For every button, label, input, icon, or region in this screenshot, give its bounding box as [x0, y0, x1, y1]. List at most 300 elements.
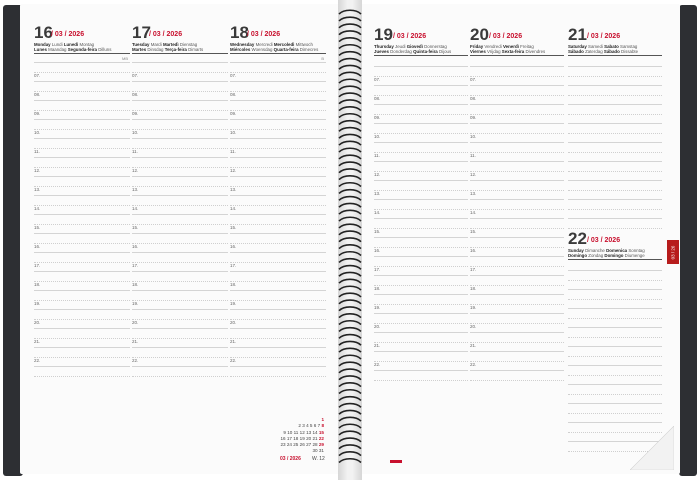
- half-hour-line[interactable]: [374, 152, 468, 153]
- half-hour-line[interactable]: [230, 110, 326, 111]
- mini-calendar-day[interactable]: 31: [318, 448, 324, 454]
- half-hour-line[interactable]: [230, 357, 326, 358]
- half-hour-line[interactable]: [34, 91, 130, 92]
- mini-calendar-day[interactable]: 6: [313, 423, 317, 429]
- time-line[interactable]: [568, 123, 662, 124]
- mini-calendar-day[interactable]: 11: [293, 429, 299, 435]
- hour-label: 19.: [374, 304, 381, 310]
- half-hour-line[interactable]: [374, 342, 468, 343]
- time-line[interactable]: [470, 237, 564, 238]
- time-line[interactable]: [34, 290, 130, 291]
- time-line[interactable]: [470, 256, 564, 257]
- time-line[interactable]: [374, 85, 468, 86]
- time-line[interactable]: [470, 199, 564, 200]
- half-hour-line[interactable]: [34, 243, 130, 244]
- time-line[interactable]: [374, 104, 468, 105]
- half-hour-line[interactable]: [470, 380, 564, 381]
- mini-calendar-day[interactable]: 2: [298, 423, 301, 429]
- time-line[interactable]: [470, 104, 564, 105]
- time-line[interactable]: [470, 370, 564, 371]
- half-hour-line[interactable]: [568, 95, 662, 96]
- time-line[interactable]: [230, 347, 326, 348]
- time-line[interactable]: [568, 270, 662, 271]
- half-hour-line[interactable]: [470, 285, 564, 286]
- mini-calendar-row: [280, 448, 324, 454]
- hour-label: 10.: [470, 133, 477, 139]
- half-hour-line[interactable]: [132, 338, 228, 339]
- mini-calendar-day[interactable]: 24: [286, 442, 292, 448]
- half-hour-line[interactable]: [132, 129, 228, 130]
- mini-calendar-day[interactable]: 4: [306, 423, 309, 429]
- half-hour-line[interactable]: [230, 205, 326, 206]
- half-hour-line[interactable]: [34, 110, 130, 111]
- mini-calendar-day[interactable]: 30: [312, 448, 318, 454]
- time-line[interactable]: [374, 294, 468, 295]
- half-hour-line[interactable]: [230, 376, 326, 377]
- weekday-name: Jeudi: [395, 44, 406, 49]
- header-divider: [132, 53, 228, 54]
- half-hour-line[interactable]: [230, 224, 326, 225]
- half-hour-line[interactable]: [374, 209, 468, 210]
- time-line[interactable]: [568, 384, 662, 385]
- half-hour-line[interactable]: [34, 376, 130, 377]
- time-line[interactable]: [568, 346, 662, 347]
- half-hour-line[interactable]: [132, 91, 228, 92]
- mini-calendar-day[interactable]: 14: [312, 429, 318, 435]
- hour-label: 18.: [374, 285, 381, 291]
- half-hour-line[interactable]: [568, 190, 662, 191]
- time-line[interactable]: [34, 328, 130, 329]
- half-hour-line[interactable]: [470, 361, 564, 362]
- half-hour-line[interactable]: [374, 190, 468, 191]
- time-line[interactable]: [132, 100, 228, 101]
- time-line[interactable]: [34, 309, 130, 310]
- time-line[interactable]: [374, 275, 468, 276]
- weekday-name: Sunday: [568, 248, 584, 253]
- hour-label: 07.: [230, 72, 237, 78]
- mini-calendar-day[interactable]: 8: [321, 423, 324, 429]
- time-line[interactable]: [132, 214, 228, 215]
- time-line[interactable]: [132, 176, 228, 177]
- time-line[interactable]: [230, 195, 326, 196]
- half-hour-line[interactable]: [230, 243, 326, 244]
- time-line[interactable]: [470, 66, 564, 67]
- time-line[interactable]: [132, 195, 228, 196]
- half-hour-line[interactable]: [132, 281, 228, 282]
- hour-label: 19.: [470, 304, 477, 310]
- hour-label: 19.: [34, 300, 41, 306]
- spiral-ring: [339, 79, 361, 83]
- half-hour-line[interactable]: [374, 171, 468, 172]
- time-line[interactable]: [230, 271, 326, 272]
- weekday-name: Sexta-feira: [501, 49, 525, 54]
- time-line[interactable]: [230, 309, 326, 310]
- half-hour-line[interactable]: [568, 133, 662, 134]
- half-hour-line[interactable]: [230, 186, 326, 187]
- half-hour-line[interactable]: [34, 129, 130, 130]
- half-hour-line[interactable]: [374, 133, 468, 134]
- time-line[interactable]: [470, 313, 564, 314]
- hour-label: 21.: [132, 338, 139, 344]
- half-hour-line[interactable]: [132, 243, 228, 244]
- half-hour-line[interactable]: [34, 281, 130, 282]
- half-hour-line[interactable]: [230, 262, 326, 263]
- half-hour-line[interactable]: [568, 375, 662, 376]
- half-hour-line[interactable]: [230, 72, 326, 73]
- half-hour-line[interactable]: [470, 228, 564, 229]
- time-line[interactable]: [34, 233, 130, 234]
- mini-calendar-day[interactable]: 9: [283, 429, 286, 435]
- time-line[interactable]: [34, 176, 130, 177]
- half-hour-line[interactable]: [132, 300, 228, 301]
- time-line[interactable]: [34, 347, 130, 348]
- time-line[interactable]: [374, 199, 468, 200]
- hour-label: 12.: [374, 171, 381, 177]
- time-line[interactable]: [230, 366, 326, 367]
- time-line[interactable]: [374, 142, 468, 143]
- spiral-ring: [339, 397, 361, 401]
- half-hour-line[interactable]: [470, 209, 564, 210]
- half-hour-line[interactable]: [34, 205, 130, 206]
- hour-label: 11.: [132, 148, 138, 154]
- half-hour-line[interactable]: [470, 266, 564, 267]
- half-hour-line[interactable]: [470, 133, 564, 134]
- time-line[interactable]: [470, 85, 564, 86]
- time-line[interactable]: [568, 218, 662, 219]
- half-hour-line[interactable]: [34, 300, 130, 301]
- time-line[interactable]: [132, 290, 228, 291]
- half-hour-line[interactable]: [374, 114, 468, 115]
- mini-calendar-day[interactable]: 20: [306, 435, 312, 441]
- weekday-name: Jueves: [374, 49, 389, 54]
- hour-label: 17.: [34, 262, 41, 268]
- spiral-ring: [339, 259, 361, 263]
- weekday-name: Martedì: [162, 42, 179, 47]
- hour-label: 15.: [230, 224, 237, 230]
- time-line[interactable]: [230, 252, 326, 253]
- time-line[interactable]: [470, 294, 564, 295]
- mini-calendar-day[interactable]: 18: [293, 435, 299, 441]
- time-line[interactable]: [132, 328, 228, 329]
- mini-calendar-day[interactable]: 21: [312, 435, 318, 441]
- time-line[interactable]: [34, 157, 130, 158]
- half-hour-line[interactable]: [568, 171, 662, 172]
- time-line[interactable]: [470, 180, 564, 181]
- time-line[interactable]: [470, 161, 564, 162]
- time-line[interactable]: [374, 332, 468, 333]
- weekday-name: Dimecres: [299, 47, 319, 52]
- time-line[interactable]: [230, 176, 326, 177]
- time-line[interactable]: [374, 123, 468, 124]
- hour-label: 10.: [132, 129, 139, 135]
- weekday-name: Venerdì: [503, 44, 519, 49]
- day-header: [132, 24, 228, 54]
- mini-calendar-day[interactable]: 25: [293, 442, 299, 448]
- weekday-name: Donderdag: [390, 49, 412, 54]
- time-line[interactable]: [568, 180, 662, 181]
- half-hour-line[interactable]: [132, 205, 228, 206]
- time-line[interactable]: [374, 161, 468, 162]
- spiral-ring: [339, 134, 361, 138]
- mini-calendar-day[interactable]: 3: [302, 423, 305, 429]
- time-line[interactable]: [568, 161, 662, 162]
- half-hour-line[interactable]: [132, 262, 228, 263]
- weekday-names-row-2: [34, 47, 111, 52]
- time-line[interactable]: [374, 256, 468, 257]
- time-line[interactable]: [132, 347, 228, 348]
- time-line[interactable]: [132, 271, 228, 272]
- time-line[interactable]: [470, 123, 564, 124]
- mini-calendar-day[interactable]: 15: [318, 429, 324, 435]
- spiral-ring: [339, 190, 361, 194]
- time-line[interactable]: [568, 308, 662, 309]
- half-hour-line[interactable]: [470, 152, 564, 153]
- time-line[interactable]: [230, 119, 326, 120]
- half-hour-line[interactable]: [374, 76, 468, 77]
- time-line[interactable]: [230, 81, 326, 82]
- half-hour-line[interactable]: [230, 319, 326, 320]
- time-line[interactable]: [132, 233, 228, 234]
- half-hour-line[interactable]: [132, 110, 228, 111]
- time-line[interactable]: [34, 119, 130, 120]
- half-hour-line[interactable]: [470, 114, 564, 115]
- mini-calendar-day[interactable]: 23: [280, 442, 286, 448]
- time-line[interactable]: [34, 81, 130, 82]
- time-line[interactable]: [132, 366, 228, 367]
- half-hour-line[interactable]: [374, 266, 468, 267]
- half-hour-line[interactable]: [470, 342, 564, 343]
- time-line[interactable]: [374, 237, 468, 238]
- half-hour-line[interactable]: [34, 357, 130, 358]
- time-line[interactable]: [230, 100, 326, 101]
- half-hour-line[interactable]: [568, 413, 662, 414]
- spiral-ring: [339, 266, 361, 270]
- half-hour-line[interactable]: [132, 148, 228, 149]
- spiral-ring: [339, 335, 361, 339]
- half-hour-line[interactable]: [374, 323, 468, 324]
- half-hour-line[interactable]: [374, 285, 468, 286]
- half-hour-line[interactable]: [132, 186, 228, 187]
- half-hour-line[interactable]: [132, 224, 228, 225]
- mini-calendar-month: 03 / 2026: [280, 456, 301, 462]
- time-line[interactable]: [568, 422, 662, 423]
- half-hour-line[interactable]: [230, 300, 326, 301]
- half-hour-line[interactable]: [568, 299, 662, 300]
- spiral-ring: [339, 348, 361, 352]
- half-hour-line[interactable]: [568, 318, 662, 319]
- half-hour-line[interactable]: [132, 72, 228, 73]
- hour-label: 15.: [132, 224, 139, 230]
- spiral-ring: [339, 183, 361, 187]
- hour-label: 16.: [34, 243, 41, 249]
- weekday-name: Dissabte: [621, 49, 639, 54]
- half-hour-line[interactable]: [230, 167, 326, 168]
- half-hour-line[interactable]: [230, 281, 326, 282]
- time-line[interactable]: [230, 233, 326, 234]
- time-line[interactable]: [374, 180, 468, 181]
- time-line[interactable]: [374, 313, 468, 314]
- mini-calendar-day[interactable]: 12: [299, 429, 305, 435]
- half-hour-line[interactable]: [374, 304, 468, 305]
- mini-calendar-day[interactable]: 5: [309, 423, 313, 429]
- month-tab[interactable]: [667, 240, 679, 264]
- time-line[interactable]: [374, 66, 468, 67]
- half-hour-line[interactable]: [470, 171, 564, 172]
- mini-calendar: [280, 417, 324, 455]
- half-hour-line[interactable]: [230, 129, 326, 130]
- half-hour-line[interactable]: [132, 319, 228, 320]
- weekday-name: Dienstag: [179, 42, 198, 47]
- weekday-name: Quinta-feira: [413, 49, 438, 54]
- time-line[interactable]: [230, 157, 326, 158]
- time-line[interactable]: [132, 252, 228, 253]
- half-hour-line[interactable]: [568, 76, 662, 77]
- time-line[interactable]: [374, 351, 468, 352]
- hour-label: 16.: [374, 247, 381, 253]
- mini-calendar-day[interactable]: 22: [318, 435, 324, 441]
- time-line[interactable]: [132, 309, 228, 310]
- mini-calendar-day[interactable]: 1: [321, 417, 324, 422]
- time-line[interactable]: [568, 66, 662, 67]
- weekday-name: Montag: [79, 42, 95, 47]
- day-date: / 03 / 2026: [587, 237, 621, 244]
- time-line[interactable]: [470, 275, 564, 276]
- time-line[interactable]: [470, 351, 564, 352]
- half-hour-line[interactable]: [34, 338, 130, 339]
- half-hour-line[interactable]: [568, 280, 662, 281]
- mini-calendar-day[interactable]: 26: [299, 442, 305, 448]
- half-hour-line[interactable]: [374, 95, 468, 96]
- half-hour-line[interactable]: [230, 338, 326, 339]
- time-line[interactable]: [568, 85, 662, 86]
- half-hour-line[interactable]: [230, 148, 326, 149]
- time-line[interactable]: [470, 218, 564, 219]
- half-hour-line[interactable]: [374, 361, 468, 362]
- time-line[interactable]: [470, 332, 564, 333]
- time-line[interactable]: [34, 195, 130, 196]
- time-line[interactable]: [34, 271, 130, 272]
- half-hour-line[interactable]: [374, 247, 468, 248]
- half-hour-line[interactable]: [470, 190, 564, 191]
- half-hour-line[interactable]: [374, 228, 468, 229]
- half-hour-line[interactable]: [470, 95, 564, 96]
- half-hour-line[interactable]: [230, 91, 326, 92]
- time-line[interactable]: [568, 365, 662, 366]
- half-hour-line[interactable]: [34, 262, 130, 263]
- time-line[interactable]: [374, 370, 468, 371]
- time-line[interactable]: [34, 214, 130, 215]
- half-hour-line[interactable]: [568, 114, 662, 115]
- hour-label: 18.: [34, 281, 41, 287]
- hour-label: 15.: [34, 224, 41, 230]
- time-line[interactable]: [132, 157, 228, 158]
- time-line[interactable]: [132, 138, 228, 139]
- half-hour-line[interactable]: [568, 394, 662, 395]
- hour-label: 21.: [230, 338, 237, 344]
- time-line[interactable]: [568, 403, 662, 404]
- mini-calendar-day[interactable]: 29: [318, 442, 324, 448]
- time-line[interactable]: [132, 81, 228, 82]
- weekday-name: Freitag: [520, 44, 534, 49]
- mini-calendar-day[interactable]: 19: [299, 435, 305, 441]
- time-line[interactable]: [230, 138, 326, 139]
- time-line[interactable]: [568, 199, 662, 200]
- mini-calendar-day[interactable]: 28: [312, 442, 318, 448]
- time-line[interactable]: [568, 327, 662, 328]
- half-hour-line[interactable]: [34, 224, 130, 225]
- half-hour-line[interactable]: [470, 247, 564, 248]
- hour-label: 11.: [230, 148, 236, 154]
- day-header: [568, 230, 662, 260]
- time-line[interactable]: [374, 218, 468, 219]
- day-number: 21: [568, 25, 587, 44]
- spiral-ring: [339, 314, 361, 318]
- time-line[interactable]: [230, 214, 326, 215]
- time-line[interactable]: [230, 290, 326, 291]
- half-hour-line[interactable]: [132, 357, 228, 358]
- half-hour-line[interactable]: [470, 323, 564, 324]
- weekday-name: Mittwoch: [295, 42, 313, 47]
- mini-calendar-day[interactable]: 10: [287, 429, 293, 435]
- header-divider: [568, 55, 662, 56]
- half-hour-line[interactable]: [132, 167, 228, 168]
- time-line[interactable]: [34, 366, 130, 367]
- spiral-ring: [339, 293, 361, 297]
- hour-label: 17.: [470, 266, 477, 272]
- hour-label: 09.: [132, 110, 139, 116]
- half-hour-line[interactable]: [568, 356, 662, 357]
- half-hour-line[interactable]: [34, 148, 130, 149]
- time-line[interactable]: [34, 100, 130, 101]
- time-line[interactable]: [230, 328, 326, 329]
- mini-calendar-day[interactable]: 16: [280, 435, 286, 441]
- mini-calendar-day[interactable]: 17: [286, 435, 292, 441]
- spiral-ring: [339, 155, 361, 159]
- time-line[interactable]: [568, 104, 662, 105]
- half-hour-line[interactable]: [34, 186, 130, 187]
- mini-calendar-day[interactable]: 13: [306, 429, 312, 435]
- time-line[interactable]: [34, 138, 130, 139]
- hour-label: 10.: [34, 129, 41, 135]
- half-hour-line[interactable]: [34, 167, 130, 168]
- time-line[interactable]: [132, 62, 228, 63]
- spiral-ring: [339, 272, 361, 276]
- time-line[interactable]: [568, 142, 662, 143]
- half-hour-line[interactable]: [470, 304, 564, 305]
- time-line[interactable]: [132, 119, 228, 120]
- time-line[interactable]: [230, 62, 326, 63]
- half-hour-line[interactable]: [568, 152, 662, 153]
- hour-label: 20.: [374, 323, 381, 329]
- half-hour-line[interactable]: [34, 319, 130, 320]
- mini-calendar-day[interactable]: 27: [306, 442, 312, 448]
- half-hour-line[interactable]: [34, 72, 130, 73]
- half-hour-line[interactable]: [568, 337, 662, 338]
- time-line[interactable]: [34, 62, 130, 63]
- day-number: 18: [230, 23, 249, 42]
- time-line[interactable]: [470, 142, 564, 143]
- half-hour-line[interactable]: [132, 376, 228, 377]
- time-line[interactable]: [568, 289, 662, 290]
- corner-mark: B: [321, 56, 324, 61]
- half-hour-line[interactable]: [470, 76, 564, 77]
- hour-label: 08.: [230, 91, 237, 97]
- spiral-ring: [339, 107, 361, 111]
- mini-calendar-day[interactable]: 7: [317, 423, 321, 429]
- time-line[interactable]: [34, 252, 130, 253]
- half-hour-line[interactable]: [568, 209, 662, 210]
- half-hour-line[interactable]: [374, 380, 468, 381]
